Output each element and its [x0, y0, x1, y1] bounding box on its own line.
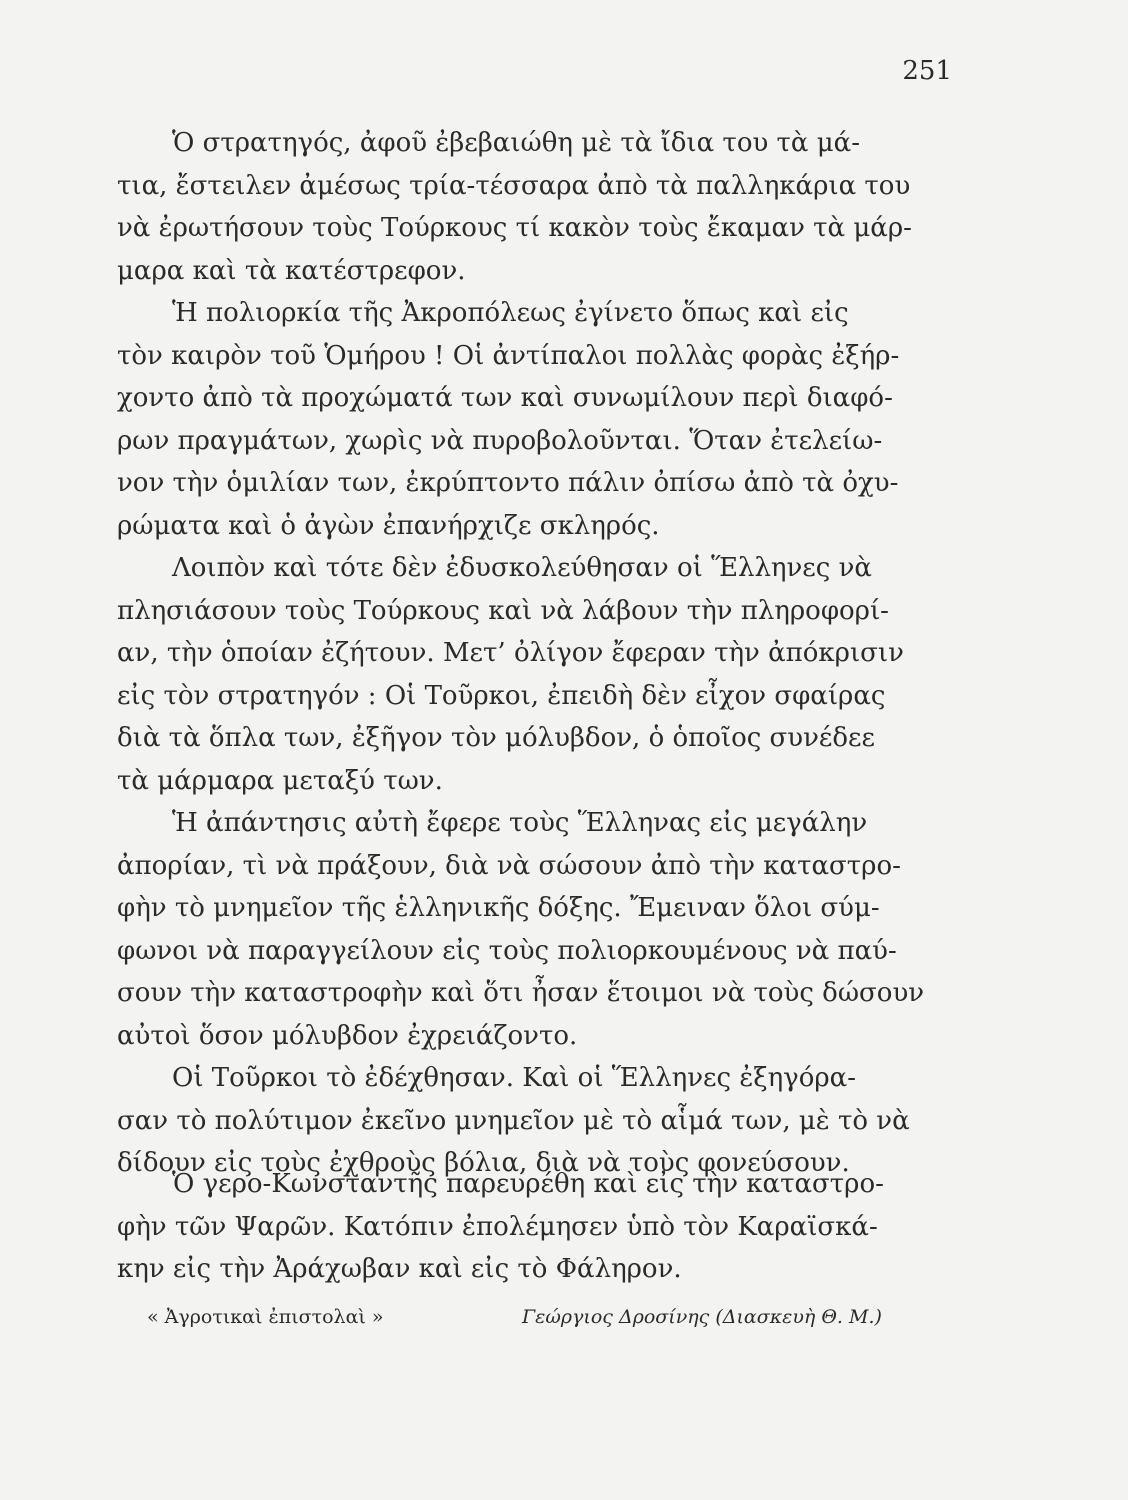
text-line: φωνοι νὰ παραγγείλουν εἰς τοὺς πολιορκουμένους νὰ παύ-: [117, 935, 897, 966]
text-line: Οἱ Τοῦρκοι τὸ ἐδέχθησαν. Καὶ οἱ Ἕλληνες ἐξηγόρα-: [172, 1063, 856, 1093]
author-credit: Γεώργιος Δροσίνης (Διασκευὴ Θ. Μ.): [522, 1306, 882, 1328]
text-line: σαν τὸ πολύτιμον ἐκεῖνο μνημεῖον μὲ τὸ αἷμά των, μὲ τὸ νὰ: [117, 1105, 910, 1136]
text-line: Ἡ πολιορκία τῆς Ἀκροπόλεως ἐγίνετο ὅπως καὶ εἰς: [172, 298, 849, 328]
text-line: νὰ ἐρωτήσουν τοὺς Τούρκους τί κακὸν τοὺς ἔκαμαν τὰ μάρ-: [117, 213, 912, 243]
text-line: διὰ τὰ ὅπλα των, ἐξῆγον τὸν μόλυβδον, ὁ ὁποῖος συνέδεε: [117, 723, 875, 753]
text-line: νον τὴν ὁμιλίαν των, ἐκρύπτοντο πάλιν ὀπίσω ἀπὸ τὰ ὀχυ-: [117, 468, 899, 498]
text-line: τὸν καιρὸν τοῦ Ὁμήρου ! Οἱ ἀντίπαλοι πολλὰς φορὰς ἐξήρ-: [117, 340, 900, 371]
text-line: πλησιάσουν τοὺς Τούρκους καὶ νὰ λάβουν τὴν πληροφορί-: [117, 595, 889, 626]
text-line: σουν τὴν καταστροφὴν καὶ ὅτι ἦσαν ἕτοιμοι νὰ τοὺς δώσουν: [117, 978, 925, 1008]
text-line: χοντο ἀπὸ τὰ προχώματά των καὶ συνωμίλουν περὶ διαφό-: [117, 383, 893, 413]
text-line: κην εἰς τὴν Ἀράχωβαν καὶ εἰς τὸ Φάληρον.: [117, 1254, 682, 1284]
text-line: τὰ μάρμαρα μεταξύ των.: [117, 765, 443, 796]
closing-text: [117, 1163, 956, 1291]
main-text: [117, 122, 956, 1185]
source-citation: « Ἀγροτικαὶ ἐπιστολαὶ »: [147, 1306, 384, 1328]
text-line: Ὁ γερο-Κωνσταντῆς παρευρέθη καὶ εἰς τὴν καταστρο-: [172, 1169, 884, 1199]
text-line: Λοιπὸν καὶ τότε δὲν ἐδυσκολεύθησαν οἱ Ἕλληνες νὰ: [172, 553, 872, 583]
text-line: εἰς τὸν στρατηγόν : Οἱ Τοῦρκοι, ἐπειδὴ δὲν εἶχον σφαίρας: [117, 680, 886, 711]
text-line: ἀπορίαν, τὶ νὰ πράξουν, διὰ νὰ σώσουν ἀπὸ τὴν καταστρο-: [117, 850, 901, 881]
text-line: ρων πραγμάτων, χωρὶς νὰ πυροβολοῦνται. Ὅταν ἐτελείω-: [117, 425, 883, 456]
text-line: ρώματα καὶ ὁ ἀγὼν ἐπανήρχιζε σκληρός.: [117, 510, 660, 541]
text-line: φὴν τὸ μνημεῖον τῆς ἑλληνικῆς δόξης. Ἔμειναν ὅλοι σύμ-: [117, 893, 880, 923]
text-line: μαρα καὶ τὰ κατέστρεφον.: [117, 255, 466, 286]
text-line: τια, ἔστειλεν ἀμέσως τρία-τέσσαρα ἀπὸ τὰ παλληκάρια του: [117, 170, 911, 201]
text-line: Ἡ ἀπάντησις αὐτὴ ἔφερε τοὺς Ἕλληνας εἰς μεγάλην: [172, 808, 868, 838]
text-line: φὴν τῶν Ψαρῶν. Κατόπιν ἐπολέμησεν ὑπὸ τὸν Καραϊσκά-: [117, 1211, 878, 1242]
text-line: αὐτοὶ ὅσον μόλυβδον ἐχρειάζοντο.: [117, 1020, 578, 1051]
text-line: δίδουν εἰς τοὺς ἐχθροὺς βόλια, διὰ νὰ τοὺς φονεύσουν.: [117, 1148, 850, 1178]
page-number: 251: [902, 56, 952, 86]
text-line: Ὁ στρατηγός, ἀφοῦ ἐβεβαιώθη μὲ τὰ ἴδια του τὰ μά-: [172, 128, 860, 158]
text-line: αν, τὴν ὁποίαν ἐζήτουν. Μετ’ ὀλίγον ἔφεραν τὴν ἀπόκρισιν: [117, 638, 904, 668]
